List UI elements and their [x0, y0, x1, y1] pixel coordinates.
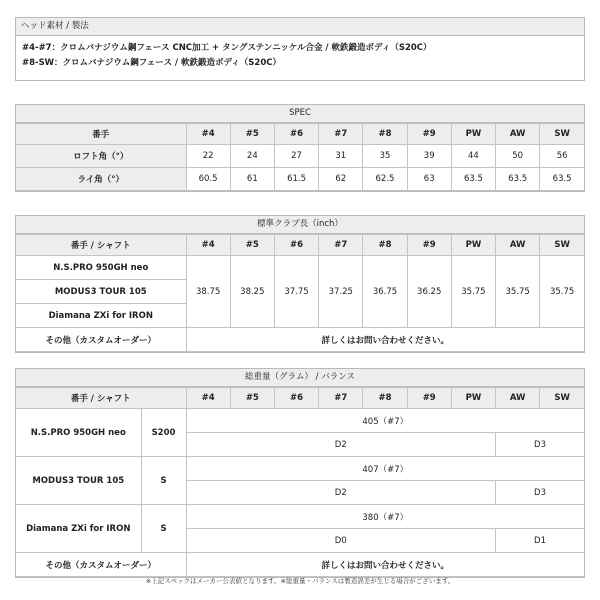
spec-num: #4 [186, 124, 230, 145]
weight-header-row [16, 388, 584, 409]
length-custom-label: その他（カスタムオーダー） [16, 328, 186, 352]
length-value: 37.75 [274, 256, 318, 328]
weight-value: 407（#7） [186, 457, 584, 481]
weight-num: #5 [230, 388, 274, 409]
material-text [16, 36, 584, 76]
spec-box [15, 104, 585, 192]
lie-value: 61.5 [274, 168, 318, 191]
length-num: #7 [319, 235, 363, 256]
loft-value: 56 [540, 145, 584, 168]
spec-table [16, 123, 584, 191]
length-shaft-name: Diamana ZXi for IRON [16, 304, 186, 328]
length-num: #4 [186, 235, 230, 256]
weight-row [16, 409, 584, 433]
weight-shaft-name: Diamana ZXi for IRON [16, 505, 141, 553]
length-num: PW [451, 235, 495, 256]
spec-number-row [16, 124, 584, 145]
loft-value: 39 [407, 145, 451, 168]
loft-value: 35 [363, 145, 407, 168]
loft-row [16, 145, 584, 168]
spec-row-label: 番手 [16, 124, 186, 145]
weight-flex: S [141, 457, 186, 505]
lie-label: ライ角（°） [16, 168, 186, 191]
weight-shaft-name: MODUS3 TOUR 105 [16, 457, 141, 505]
length-shaft-name: MODUS3 TOUR 105 [16, 280, 186, 304]
loft-value: 24 [230, 145, 274, 168]
weight-custom-text: 詳しくはお問い合わせください。 [186, 553, 584, 577]
spec-num: SW [540, 124, 584, 145]
length-value: 35.75 [451, 256, 495, 328]
lie-value: 63.5 [451, 168, 495, 191]
weight-table [16, 387, 584, 577]
length-num: AW [496, 235, 540, 256]
length-num: #6 [274, 235, 318, 256]
weight-row [16, 505, 584, 529]
weight-header-label: 番手 / シャフト [16, 388, 186, 409]
loft-value: 22 [186, 145, 230, 168]
weight-num: #7 [319, 388, 363, 409]
material-box [15, 17, 585, 81]
length-value: 35.75 [540, 256, 584, 328]
length-title: 標準クラブ長（inch） [16, 216, 584, 234]
length-value: 37.25 [319, 256, 363, 328]
balance-main: D0 [186, 529, 496, 553]
lie-value: 63 [407, 168, 451, 191]
weight-box [15, 368, 585, 578]
material-line-1: #4-#7：クロムバナジウム鋼フェース CNC加工 + タングステンニッケル合金 / 軟鉄鍛造ボディ（S20C） [22, 43, 432, 53]
length-box [15, 215, 585, 353]
length-custom-row [16, 328, 584, 352]
weight-flex: S [141, 505, 186, 553]
lie-value: 62.5 [363, 168, 407, 191]
loft-value: 27 [274, 145, 318, 168]
loft-label: ロフト角（°） [16, 145, 186, 168]
length-num: #9 [407, 235, 451, 256]
weight-shaft-name: N.S.PRO 950GH neo [16, 409, 141, 457]
weight-num: #8 [363, 388, 407, 409]
loft-value: 44 [451, 145, 495, 168]
weight-row [16, 457, 584, 481]
length-shaft-row [16, 256, 584, 280]
weight-value: 405（#7） [186, 409, 584, 433]
spec-num: PW [451, 124, 495, 145]
weight-num: #4 [186, 388, 230, 409]
spec-num: #9 [407, 124, 451, 145]
length-num: SW [540, 235, 584, 256]
weight-num: #6 [274, 388, 318, 409]
length-value: 35.75 [496, 256, 540, 328]
length-header-row [16, 235, 584, 256]
length-num: #5 [230, 235, 274, 256]
lie-value: 63.5 [496, 168, 540, 191]
loft-value: 50 [496, 145, 540, 168]
lie-value: 61 [230, 168, 274, 191]
weight-num: PW [451, 388, 495, 409]
weight-custom-row [16, 553, 584, 577]
lie-value: 60.5 [186, 168, 230, 191]
spec-num: AW [496, 124, 540, 145]
balance-sw: D1 [496, 529, 584, 553]
weight-title: 総重量（グラム） / バランス [16, 369, 584, 387]
length-num: #8 [363, 235, 407, 256]
spec-num: #8 [363, 124, 407, 145]
balance-sw: D3 [496, 433, 584, 457]
length-table [16, 234, 584, 352]
balance-sw: D3 [496, 481, 584, 505]
spec-title: SPEC [16, 105, 584, 123]
lie-value: 63.5 [540, 168, 584, 191]
material-line-2: #8-SW：クロムバナジウム鋼フェース / 軟鉄鍛造ボディ（S20C） [22, 58, 281, 68]
weight-num: AW [496, 388, 540, 409]
footnote: ※上記スペックはメーカー公表値となります。※総重量・バランスは製造誤差が生じる場合がございます。 [145, 577, 455, 585]
weight-num: #9 [407, 388, 451, 409]
weight-custom-label: その他（カスタムオーダー） [16, 553, 186, 577]
length-value: 36.25 [407, 256, 451, 328]
length-value: 38.75 [186, 256, 230, 328]
loft-value: 31 [319, 145, 363, 168]
spec-num: #5 [230, 124, 274, 145]
balance-main: D2 [186, 433, 496, 457]
balance-main: D2 [186, 481, 496, 505]
lie-value: 62 [319, 168, 363, 191]
length-shaft-name: N.S.PRO 950GH neo [16, 256, 186, 280]
material-title: ヘッド素材 / 製法 [16, 18, 584, 36]
length-value: 38.25 [230, 256, 274, 328]
weight-num: SW [540, 388, 584, 409]
lie-row [16, 168, 584, 191]
length-value: 36.75 [363, 256, 407, 328]
length-header-label: 番手 / シャフト [16, 235, 186, 256]
weight-flex: S200 [141, 409, 186, 457]
weight-value: 380（#7） [186, 505, 584, 529]
spec-num: #7 [319, 124, 363, 145]
spec-num: #6 [274, 124, 318, 145]
length-custom-text: 詳しくはお問い合わせください。 [186, 328, 584, 352]
